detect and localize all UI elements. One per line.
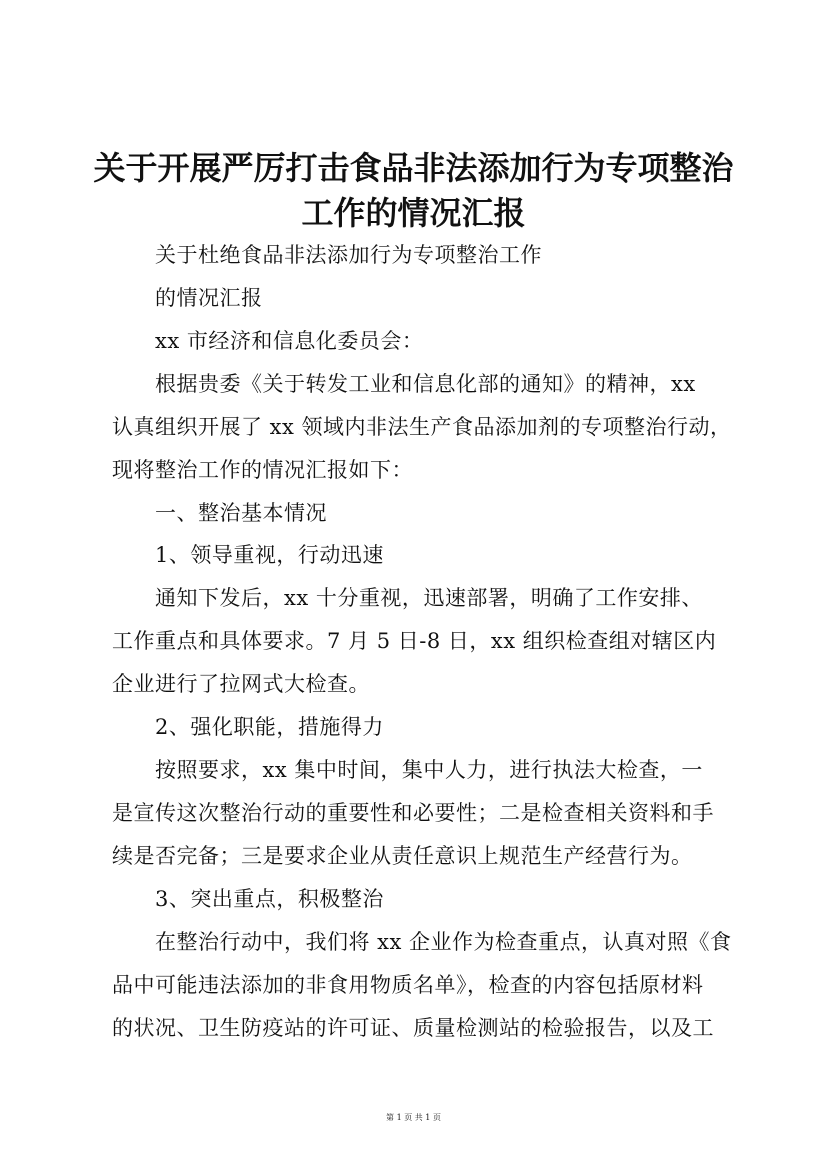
body-line: 是宣传这次整治行动的重要性和必要性；二是检查相关资料和手	[112, 801, 714, 825]
document-title-line-1: 关于开展严厉打击食品非法添加行为专项整治	[93, 149, 734, 187]
subtitle-line-2: 的情况汇报	[155, 286, 263, 310]
section-heading: 一、整治基本情况	[155, 501, 327, 525]
body-line: 现将整治工作的情况汇报如下：	[112, 458, 413, 482]
body-line: 品中可能违法添加的非食用物质名单》，检查的内容包括原材料	[112, 973, 704, 997]
addressee-line: xx 市经济和信息化委员会：	[155, 329, 424, 353]
subsection-heading: 2、强化职能，措施得力	[155, 715, 384, 739]
document-title-line-2: 工作的情况汇报	[301, 194, 526, 232]
body-line: 的状况、卫生防疫站的许可证、质量检测站的检验报告，以及工	[112, 1016, 714, 1040]
body-line: 在整治行动中，我们将 xx 企业作为检查重点，认真对照《食	[155, 930, 732, 954]
body-line: 通知下发后，xx 十分重视，迅速部署，明确了工作安排、	[155, 586, 703, 610]
subsection-heading: 1、领导重视，行动迅速	[155, 543, 384, 567]
body-line: 根据贵委《关于转发工业和信息化部的通知》的精神，xx	[155, 372, 696, 396]
body-line: 按照要求，xx 集中时间，集中人力，进行执法大检查，一	[155, 758, 703, 782]
page-number-footer: 第 1 页 共 1 页	[386, 1113, 441, 1122]
subsection-heading: 3、突出重点，积极整治	[155, 887, 384, 911]
body-line: 认真组织开展了 xx 领域内非法生产食品添加剂的专项整治行动，	[112, 415, 732, 439]
body-line: 续是否完备；三是要求企业从责任意识上规范生产经营行为。	[112, 844, 693, 868]
subtitle-line-1: 关于杜绝食品非法添加行为专项整治工作	[155, 243, 542, 267]
body-line: 企业进行了拉网式大检查。	[112, 672, 370, 696]
body-line: 工作重点和具体要求。7 月 5 日-8 日，xx 组织检查组对辖区内	[112, 629, 717, 653]
